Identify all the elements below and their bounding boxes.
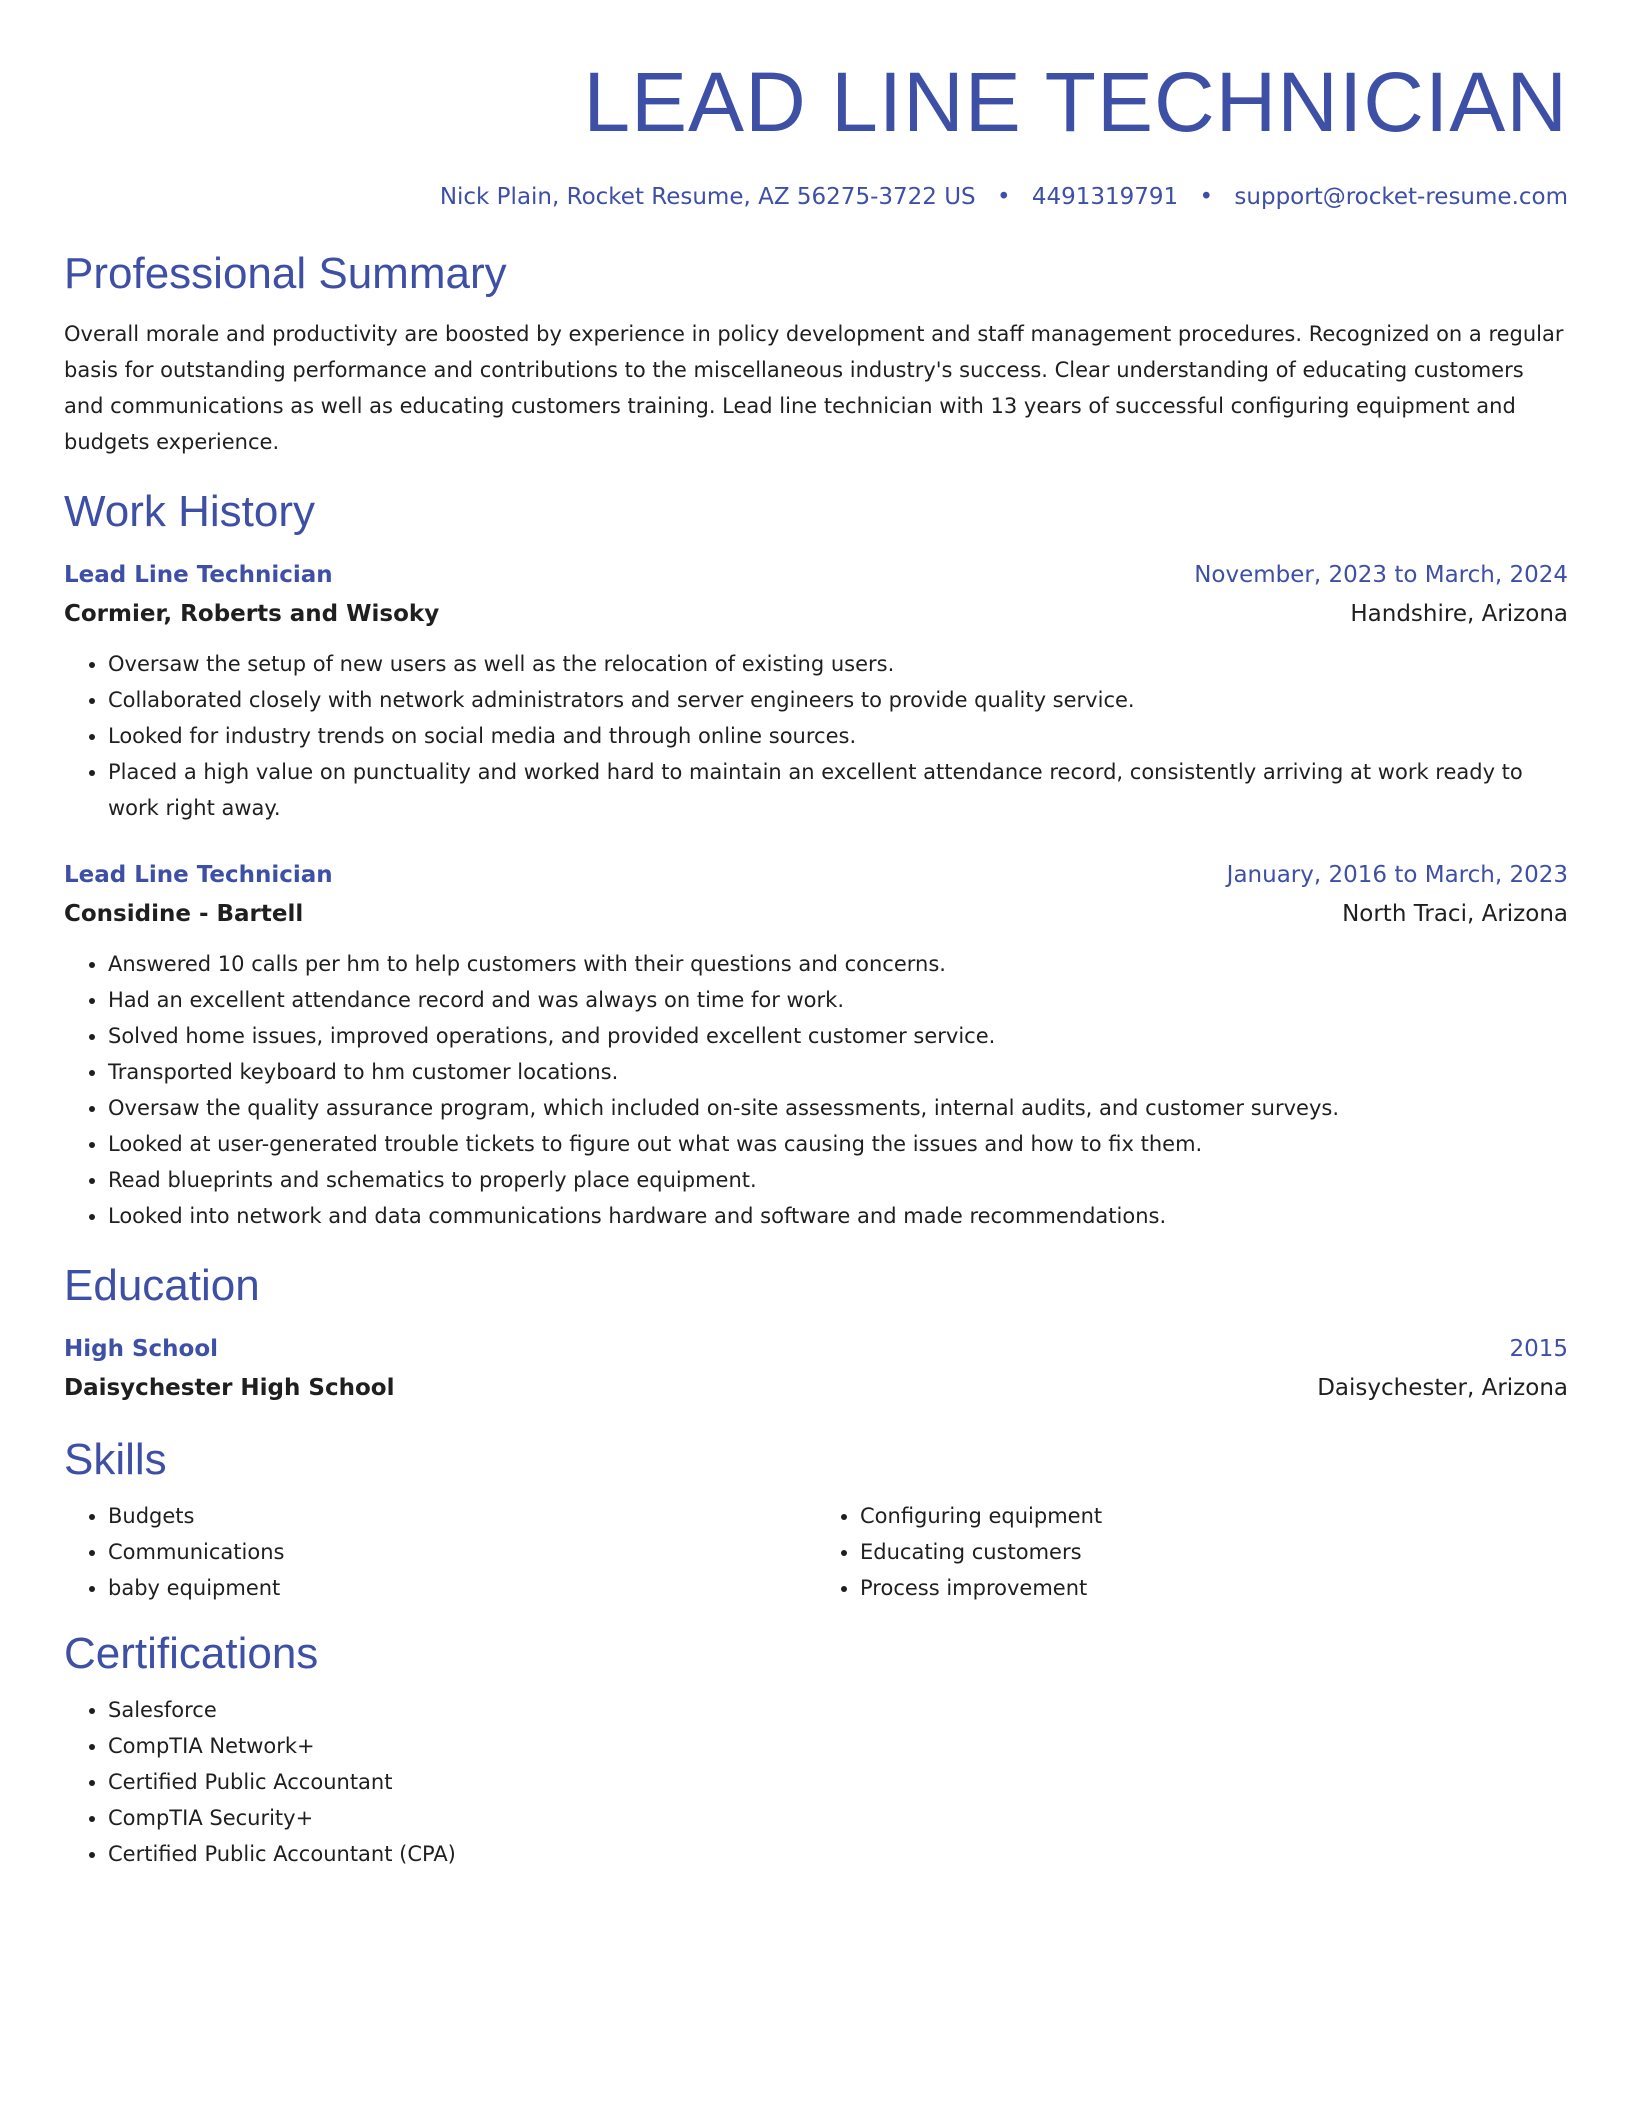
education-school: Daisychester High School (64, 1375, 395, 1401)
section-title-summary: Professional Summary (64, 249, 507, 298)
job-location: Handshire, Arizona (1350, 601, 1568, 627)
job-header (64, 856, 1568, 894)
education-entry (64, 1330, 1568, 1408)
job-bullet: • Collaborated closely with network administrators and server engineers to provide quality service. (108, 682, 1568, 718)
job-bullet: • Answered 10 calls per hm to help customers with their questions and concerns. (108, 946, 1568, 982)
job-bullet: • Read blueprints and schematics to properly place equipment. (108, 1162, 1568, 1198)
contact-line (64, 182, 1568, 212)
skill-item: • baby equipment (108, 1570, 816, 1606)
job-location: North Traci, Arizona (1342, 901, 1568, 927)
certification-item: • CompTIA Security+ (108, 1800, 1568, 1836)
skills-column-left (64, 1498, 816, 1606)
job-bullet: • Looked for industry trends on social media and through online sources. (108, 718, 1568, 754)
job-bullet: • Looked at user-generated trouble tickets to figure out what was causing the issues and how to fix them. (108, 1126, 1568, 1162)
section-title-education: Education (64, 1261, 260, 1310)
contact-phone: 4491319791 (1031, 184, 1179, 210)
job-role: Lead Line Technician (64, 562, 333, 588)
job-bullet: • Transported keyboard to hm customer locations. (108, 1054, 1568, 1090)
resume-header (64, 0, 1568, 212)
contact-separator: • (996, 184, 1011, 210)
section-title-work-history: Work History (64, 487, 315, 536)
job-bullet: • Placed a high value on punctuality and worked hard to maintain an excellent attendance record, consistently arriving at work ready to work right away. (108, 754, 1568, 826)
education-subheader (64, 1368, 1568, 1408)
job-bullet: • Solved home issues, improved operations, and provided excellent customer service. (108, 1018, 1568, 1054)
job-company: Considine - Bartell (64, 901, 304, 927)
job-header (64, 556, 1568, 594)
job-bullets (64, 646, 1568, 826)
job-company: Cormier, Roberts and Wisoky (64, 601, 440, 627)
job-bullet: • Looked into network and data communications hardware and software and made recommendations. (108, 1198, 1568, 1234)
skill-item: • Configuring equipment (860, 1498, 1568, 1534)
job-subheader (64, 594, 1568, 634)
job-dates: January, 2016 to March, 2023 (1226, 862, 1568, 888)
skills-column-right (816, 1498, 1568, 1606)
summary-text: Overall morale and productivity are boosted by experience in policy development and staff management procedures. Recognized on a regular basis for outstanding performance and contributions to the miscellaneous industry's success. Clear understanding of educating customers and communications as well as educating customers training. Lead line technician with 13 years of successful configuring equipment and budgets experience. (64, 322, 1564, 454)
education-location: Daisychester, Arizona (1317, 1375, 1568, 1401)
education-year: 2015 (1509, 1336, 1568, 1362)
certification-item: • Certified Public Accountant (CPA) (108, 1836, 1568, 1872)
job-role: Lead Line Technician (64, 862, 333, 888)
certification-item: • Certified Public Accountant (108, 1764, 1568, 1800)
contact-address: Nick Plain, Rocket Resume, AZ 56275-3722 US (439, 184, 976, 210)
skills-grid (64, 1498, 1568, 1606)
certification-item: • CompTIA Network+ (108, 1728, 1568, 1764)
contact-separator: • (1199, 184, 1214, 210)
job-bullets (64, 946, 1568, 1234)
certification-list (64, 1692, 1568, 1872)
certification-item: • Salesforce (108, 1692, 1568, 1728)
job-entry (64, 856, 1568, 1234)
job-bullet: • Had an excellent attendance record and was always on time for work. (108, 982, 1568, 1018)
education-header (64, 1330, 1568, 1368)
candidate-title: LEAD LINE TECHNICIAN (583, 55, 1568, 149)
section-title-certifications: Certifications (64, 1629, 319, 1678)
skill-item: • Process improvement (860, 1570, 1568, 1606)
contact-email[interactable]: support@rocket-resume.com (1234, 184, 1568, 210)
job-entry (64, 556, 1568, 826)
job-dates: November, 2023 to March, 2024 (1194, 562, 1568, 588)
education-degree: High School (64, 1336, 219, 1362)
job-bullet: • Oversaw the setup of new users as well as the relocation of existing users. (108, 646, 1568, 682)
job-bullet: • Oversaw the quality assurance program, which included on-site assessments, internal audits, and customer surveys. (108, 1090, 1568, 1126)
job-subheader (64, 894, 1568, 934)
section-title-skills: Skills (64, 1435, 167, 1484)
skill-item: • Educating customers (860, 1534, 1568, 1570)
skill-item: • Budgets (108, 1498, 816, 1534)
skill-item: • Communications (108, 1534, 816, 1570)
